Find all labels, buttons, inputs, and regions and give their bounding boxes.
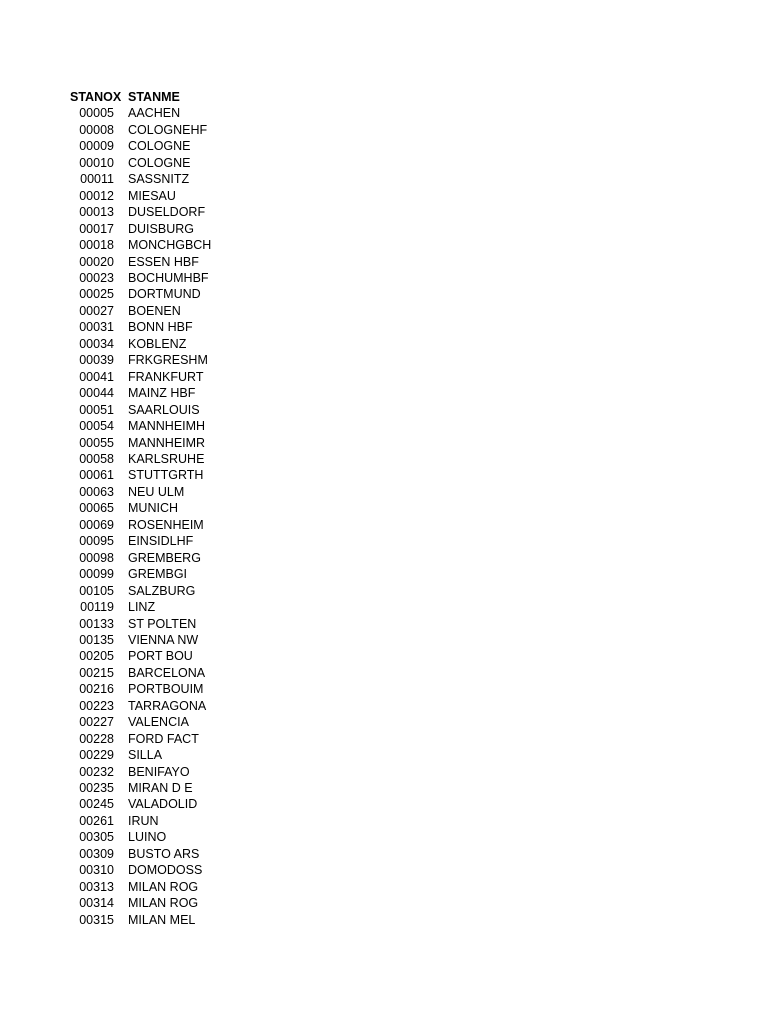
- stanox-cell: 00025: [79, 287, 114, 302]
- stanme-cell: FORD FACT: [128, 731, 199, 746]
- stanme-cell: MAINZ HBF: [128, 386, 196, 401]
- stanme-cell: BOENEN: [128, 303, 181, 318]
- stanme-cell: BARCELONA: [128, 665, 206, 680]
- stanme-cell: PORT BOU: [128, 649, 193, 664]
- table-row: [70, 632, 211, 648]
- stanme-cell: VALADOLID: [128, 797, 198, 812]
- stanox-cell: 00023: [79, 270, 114, 285]
- table-row: [70, 846, 211, 862]
- stanme-cell: MILAN ROG: [128, 879, 199, 894]
- stanme-cell: FRANKFURT: [128, 369, 204, 384]
- stanme-cell: DOMODOSS: [128, 863, 203, 878]
- stanox-cell: 00215: [79, 665, 114, 680]
- table-row: [70, 352, 211, 368]
- table-header: [70, 89, 211, 105]
- table-row: [70, 221, 211, 237]
- table-row: [70, 731, 211, 747]
- table-row: [70, 648, 211, 664]
- table-row: [70, 599, 211, 615]
- stanme-cell: ROSENHEIM: [128, 517, 204, 532]
- stanme-cell: VIENNA NW: [128, 632, 199, 647]
- table-row: [70, 188, 211, 204]
- stanox-cell: 00054: [79, 419, 114, 434]
- table-row: [70, 764, 211, 780]
- stanme-cell: TARRAGONA: [128, 698, 207, 713]
- stanox-cell: 00235: [79, 781, 114, 796]
- stanme-cell: MILAN MEL: [128, 912, 196, 927]
- stanme-cell: FRKGRESHM: [128, 353, 208, 368]
- stanox-cell: 00205: [79, 649, 114, 664]
- stanox-cell: 00027: [79, 303, 114, 318]
- stanox-cell: 00020: [79, 254, 114, 269]
- table-row: [70, 237, 211, 253]
- stanme-cell: SALZBURG: [128, 583, 196, 598]
- stanme-cell: STUTTGRTH: [128, 468, 204, 483]
- table-row: [70, 336, 211, 352]
- table-row: [70, 912, 211, 928]
- stanme-cell: PORTBOUIM: [128, 682, 204, 697]
- table-row: [70, 550, 211, 566]
- stanme-header: STANME: [128, 90, 180, 104]
- stanox-cell: 00099: [79, 567, 114, 582]
- table-row: [70, 385, 211, 401]
- stanox-cell: 00044: [79, 386, 114, 401]
- stanox-cell: 00065: [79, 501, 114, 516]
- stanox-cell: 00133: [79, 616, 114, 631]
- table-row: [70, 254, 211, 270]
- stanme-cell: BOCHUMHBF: [128, 270, 209, 285]
- table-row: [70, 369, 211, 385]
- stanme-cell: ESSEN HBF: [128, 254, 199, 269]
- table-row: [70, 500, 211, 516]
- station-table-sheet: [70, 89, 211, 928]
- stanme-cell: KOBLENZ: [128, 336, 187, 351]
- table-row: [70, 270, 211, 286]
- stanme-cell: ST POLTEN: [128, 616, 197, 631]
- stanme-cell: MUNICH: [128, 501, 178, 516]
- table-row: [70, 138, 211, 154]
- stanox-cell: 00061: [79, 468, 114, 483]
- table-row: [70, 303, 211, 319]
- table-row: [70, 698, 211, 714]
- table-row: [70, 286, 211, 302]
- stanme-cell: MANNHEIMR: [128, 435, 206, 450]
- stanox-cell: 00005: [79, 106, 114, 121]
- stanox-cell: 00245: [79, 797, 114, 812]
- stanme-cell: SILLA: [128, 748, 163, 763]
- stanme-cell: EINSIDLHF: [128, 534, 194, 549]
- stanox-cell: 00305: [79, 830, 114, 845]
- table-row: [70, 319, 211, 335]
- stanox-cell: 00013: [79, 205, 114, 220]
- stanox-cell: 00058: [79, 451, 114, 466]
- stanox-cell: 00309: [79, 846, 114, 861]
- stanox-cell: 00008: [79, 122, 114, 137]
- table-row: [70, 714, 211, 730]
- table-row: [70, 780, 211, 796]
- table-row: [70, 829, 211, 845]
- stanox-cell: 00229: [79, 748, 114, 763]
- stanox-cell: 00063: [79, 484, 114, 499]
- stanox-cell: 00313: [79, 879, 114, 894]
- table-row: [70, 747, 211, 763]
- table-row: [70, 566, 211, 582]
- stanox-cell: 00012: [79, 188, 114, 203]
- stanox-cell: 00011: [80, 172, 114, 187]
- stanox-cell: 00039: [79, 353, 114, 368]
- stanox-cell: 00216: [79, 682, 114, 697]
- table-row: [70, 665, 211, 681]
- stanox-cell: 00228: [79, 731, 114, 746]
- table-row: [70, 122, 211, 138]
- stanme-cell: BUSTO ARS: [128, 846, 200, 861]
- stanme-cell: SASSNITZ: [128, 172, 190, 187]
- stanme-cell: MIRAN D E: [128, 781, 193, 796]
- stanme-cell: VALENCIA: [128, 715, 189, 730]
- stanme-cell: IRUN: [128, 813, 159, 828]
- stanox-cell: 00227: [79, 715, 114, 730]
- table-row: [70, 895, 211, 911]
- stanme-cell: MIESAU: [128, 188, 176, 203]
- station-table: [70, 89, 211, 928]
- stanox-cell: 00105: [79, 583, 114, 598]
- stanme-cell: COLOGNE: [128, 155, 191, 170]
- stanox-cell: 00018: [79, 238, 114, 253]
- table-row: [70, 616, 211, 632]
- stanox-cell: 00017: [79, 221, 114, 236]
- stanox-cell: 00315: [79, 912, 114, 927]
- table-row: [70, 879, 211, 895]
- stanme-cell: LINZ: [128, 600, 156, 615]
- table-row: [70, 467, 211, 483]
- stanox-cell: 00095: [79, 534, 114, 549]
- stanox-cell: 00232: [79, 764, 114, 779]
- stanme-cell: DUSELDORF: [128, 205, 206, 220]
- stanox-cell: 00223: [79, 698, 114, 713]
- stanox-cell: 00055: [79, 435, 114, 450]
- stanox-cell: 00034: [79, 336, 114, 351]
- stanme-cell: DORTMUND: [128, 287, 201, 302]
- table-row: [70, 204, 211, 220]
- stanme-cell: DUISBURG: [128, 221, 194, 236]
- table-row: [70, 796, 211, 812]
- stanox-cell: 00098: [79, 550, 114, 565]
- stanox-cell: 00119: [80, 600, 114, 615]
- stanme-cell: GREMBGI: [128, 567, 188, 582]
- stanme-cell: AACHEN: [128, 106, 181, 121]
- stanox-cell: 00135: [79, 632, 114, 647]
- table-row: [70, 171, 211, 187]
- stanme-cell: NEU ULM: [128, 484, 185, 499]
- stanox-cell: 00310: [79, 863, 114, 878]
- stanox-cell: 00314: [79, 896, 114, 911]
- stanme-cell: MILAN ROG: [128, 896, 199, 911]
- table-row: [70, 155, 211, 171]
- stanme-cell: SAARLOUIS: [128, 402, 200, 417]
- stanox-cell: 00261: [79, 813, 114, 828]
- table-row: [70, 105, 211, 121]
- stanox-cell: 00031: [79, 320, 114, 335]
- stanox-header: STANOX: [70, 90, 122, 104]
- stanox-cell: 00051: [79, 402, 114, 417]
- table-row: [70, 484, 211, 500]
- table-row: [70, 533, 211, 549]
- table-body: [70, 105, 211, 928]
- table-row: [70, 451, 211, 467]
- table-row: [70, 402, 211, 418]
- table-row: [70, 862, 211, 878]
- stanox-cell: 00069: [79, 517, 114, 532]
- stanme-cell: MONCHGBCH: [128, 238, 212, 253]
- stanme-cell: KARLSRUHE: [128, 451, 205, 466]
- stanme-cell: GREMBERG: [128, 550, 201, 565]
- table-row: [70, 813, 211, 829]
- stanme-cell: LUINO: [128, 830, 167, 845]
- table-row: [70, 517, 211, 533]
- table-row: [70, 583, 211, 599]
- stanme-cell: BENIFAYO: [128, 764, 190, 779]
- stanox-cell: 00009: [79, 139, 114, 154]
- stanme-cell: COLOGNEHF: [128, 122, 208, 137]
- table-row: [70, 681, 211, 697]
- stanme-cell: COLOGNE: [128, 139, 191, 154]
- stanox-cell: 00041: [79, 369, 114, 384]
- table-row: [70, 435, 211, 451]
- stanox-cell: 00010: [79, 155, 114, 170]
- table-row: [70, 418, 211, 434]
- stanme-cell: MANNHEIMH: [128, 419, 206, 434]
- stanme-cell: BONN HBF: [128, 320, 193, 335]
- header-row: [70, 89, 211, 105]
